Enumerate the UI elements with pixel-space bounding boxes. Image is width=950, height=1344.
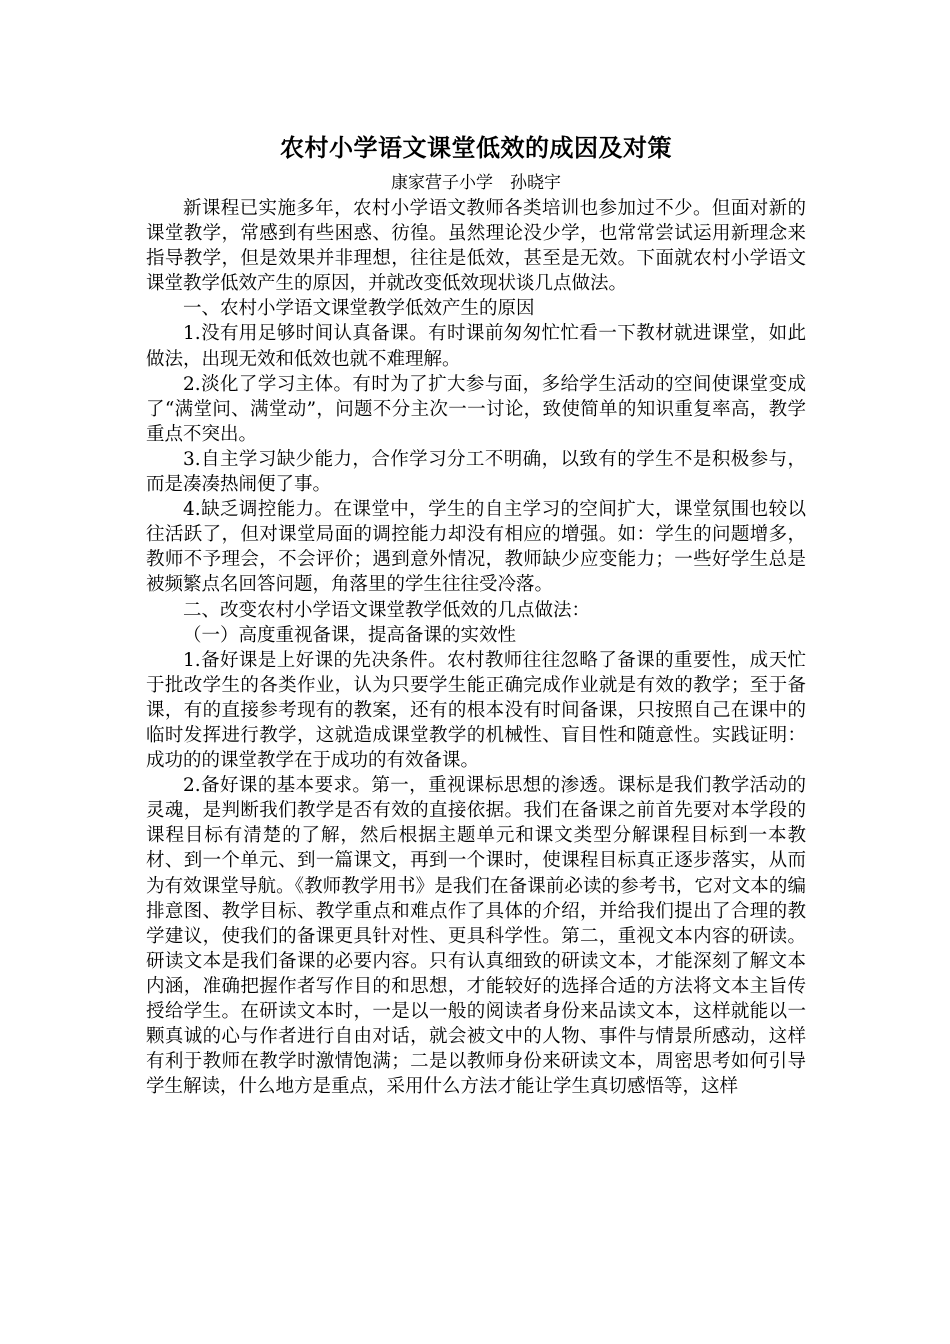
paragraph-solution-1: 1.备好课是上好课的先决条件。农村教师往往忽略了备课的重要性，成天忙于批改学生的各类作业，认为只要学生能正确完成作业就是有效的教学；至于备课，有的直接参考现有的教案，还有的根本没有时间备课，只按照自己在课中的临时发挥进行教学，这就造成课堂教学的机械性、盲目性和随意性。实践证明：成功的的课堂教学在于成功的有效备课。 [146,649,806,772]
author-line: 康家营子小学 孙晓宇 [391,173,561,193]
section-heading-causes: 一、农村小学语文课堂教学低效产生的原因 [183,298,535,320]
document-page [146,128,806,1099]
paragraph-cause-1: 1.没有用足够时间认真备课。有时课前匆匆忙忙看一下教材就进课堂，如此做法，出现无效和低效也就不难理解。 [146,323,806,370]
subsection-heading-lesson-prep: （一）高度重视备课，提高备课的实效性 [183,624,517,646]
paragraph-cause-3: 3.自主学习缺少能力，合作学习分工不明确，以致有的学生不是积极参与，而是凑凑热闹便了事。 [146,448,806,496]
paragraph-solution-2: 2.备好课的基本要求。第一，重视课标思想的渗透。课标是我们教学活动的灵魂，是判断我们教学是否有效的直接依据。我们在备课之前首先要对本学段的课程目标有清楚的了解，然后根据主题单元和课文类型分解课程目标到一本教材、到一个单元、到一篇课文，再到一个课时，使课程目标真正逐步落实，从而为有效课堂导航。《教师教学用书》是我们在备课前必读的参考书，它对文本的编排意图、教学目标、教学重点和难点作了具体的介绍，并给我们提出了合理的教学建议，使我们的备课更具针对性、更具科学性。第二，重视文本内容的研读。研读文本是我们备课的必要内容。只有认真细致的研读文本，才能深刻了解文本内涵，准确把握作者写作目的和思想，才能较好的选择合适的方法将文本主旨传授给学生。在研读文本时，一是以一般的阅读者身份来品读文本，这样就能以一颗真诚的心与作者进行自由对话，就会被文中的人物、事件与情景所感动，这样有利于教师在教学时激情饱满；二是以教师身份来研读文本，周密思考如何引导学生解读，什么地方是重点，采用什么方法才能让学生真切感悟等，这样 [146,775,806,1098]
paragraph-intro: 新课程已实施多年，农村小学语文教师各类培训也参加过不少。但面对新的课堂教学，常感到有些困惑、彷徨。虽然理论没少学，也常常尝试运用新理念来指导教学，但是效果并非理想，往往是低效，甚至是无效。下面就农村小学语文课堂教学低效产生的原因，并就改变低效现状谈几点做法。 [146,198,806,295]
paragraph-cause-2: 2.淡化了学习主体。有时为了扩大参与面，多给学生活动的空间使课堂变成了“满堂问、满堂动”，问题不分主次一一讨论，致使简单的知识重复率高，教学重点不突出。 [146,373,806,445]
document-title: 农村小学语文课堂低效的成因及对策 [280,133,672,162]
section-heading-solutions: 二、改变农村小学语文课堂教学低效的几点做法： [183,599,591,621]
paragraph-cause-4: 4.缺乏调控能力。在课堂中，学生的自主学习的空间扩大，课堂氛围也较以往活跃了，但对课堂局面的调控能力却没有相应的增强。如：学生的问题增多，教师不予理会，不会评价；遇到意外情况，教师缺少应变能力；一些好学生总是被频繁点名回答问题，角落里的学生往往受冷落。 [146,499,806,596]
